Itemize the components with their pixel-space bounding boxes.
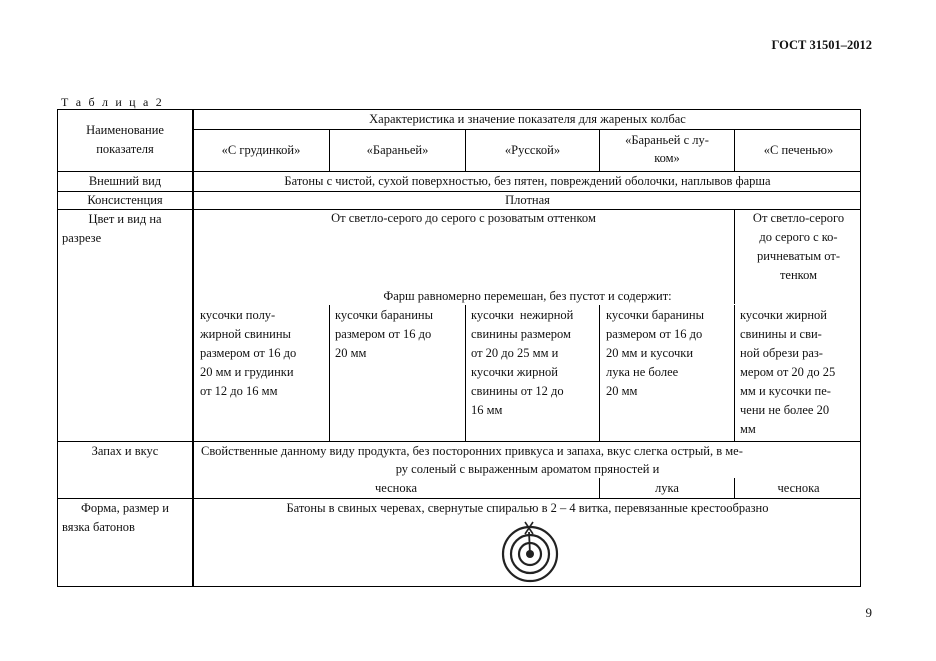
row-color-name-line1: Цвет и вид на [88,212,162,226]
row-smell-line1: Свойственные данному виду продукта, без посторонних привкуса и запаха, вкус слегка острый, в ме- [201,444,743,458]
pieces-col5-line1: кусочки жирной [740,308,827,322]
row-consistency-value: Плотная [505,193,550,207]
pieces-col1-line2: жирной свинины [200,327,291,341]
spiral-tie-illustration [497,520,563,584]
pieces-col5-line5: мм и кусочки пе- [740,384,831,398]
row-form-value: Батоны в свиных черевах, свернутые спиралью в 2 – 4 витка, перевязанные крестообразно [286,501,769,515]
row-color-liver-line2: до серого с ко- [759,230,838,244]
pieces-col3-line5: свинины от 12 до [471,384,564,398]
standard-code: ГОСТ 31501–2012 [771,38,872,52]
line-col3-pieces [599,305,600,441]
row-appearance-value: Батоны с чистой, сухой поверхностью, без пятен, повреждений оболочки, наплывов фарша [284,174,771,188]
pieces-col2-line3: 20 мм [335,346,367,360]
row-consistency-name: Консистенция [87,193,163,207]
row-smell-tail-3: чеснока [777,481,820,495]
pieces-col5-line3: ной обрези раз- [740,346,823,360]
line-col2-pieces [465,305,466,441]
sausage-col3: «Русской» [504,143,561,157]
sausage-col1: «С грудинкой» [221,143,301,157]
table-label: Т а б л и ц а 2 [61,95,164,109]
header-name-line1: Наименование [86,123,164,137]
sausage-col4-line2: ком» [654,151,680,165]
row-color-liver-line3: ричневатым от- [756,249,841,263]
pieces-col3-line1: кусочки нежирной [471,308,574,322]
pieces-col5-line6: чени не более 20 [740,403,830,417]
pieces-col4-line2: размером от 16 до [606,327,703,341]
pieces-col3-line4: кусочки жирной [471,365,558,379]
pieces-col5-line7: мм [740,422,756,436]
pieces-col5-line2: свинины и сви- [740,327,822,341]
pieces-col2-line1: кусочки баранины [335,308,433,322]
line-header-sub [193,129,861,130]
pieces-col5-line4: мером от 20 до 25 [740,365,836,379]
page-number: 9 [865,605,872,620]
pieces-col4-line3: 20 мм и кусочки [606,346,694,360]
row-smell-tail-2: лука [655,481,679,495]
pieces-col1-line1: кусочки полу- [200,308,276,322]
row-color-common: От светло-серого до серого с розоватым оттенком [331,211,596,225]
pieces-col4-line5: 20 мм [606,384,638,398]
pieces-col1-line4: 20 мм и грудинки [200,365,294,379]
pieces-col4-line1: кусочки баранины [606,308,704,322]
row-form-name-line2: вязка батонов [62,520,135,534]
sausage-col2: «Бараньей» [366,143,429,157]
row-appearance-name: Внешний вид [88,174,162,188]
sausage-col5: «С печенью» [763,143,834,157]
row-smell-line2: ру соленый с выраженным ароматом пряностей и [395,462,660,476]
row-color-liver-line4: тенком [779,268,818,282]
row-smell-tail-1: чеснока [374,481,418,495]
row-form-name-line1: Форма, размер и [81,501,169,515]
pieces-col4-line4: лука не более [606,365,679,379]
row-color-liver-line1: От светло-серого [752,211,845,225]
row-color-mince: Фарш равномерно перемешан, без пустот и содержит: [383,289,672,303]
pieces-col1-line3: размером от 16 до [200,346,297,360]
pieces-col3-line2: свинины размером [471,327,571,341]
line-col1-pieces [329,305,330,441]
pieces-col3-line3: от 20 до 25 мм и [471,346,559,360]
sausage-col4-line1: «Бараньей с лу- [625,133,709,147]
row-smell-name: Запах и вкус [91,444,159,458]
pieces-col1-line5: от 12 до 16 мм [200,384,278,398]
line-col4-pieces [734,305,735,441]
row-color-name-line2: разрезе [62,231,102,245]
pieces-col3-line6: 16 мм [471,403,503,417]
pieces-col2-line2: размером от 16 до [335,327,432,341]
header-characteristic: Характеристика и значение показателя для жареных колбас [369,112,686,126]
header-name-line2: показателя [96,142,154,156]
quality-table [57,109,861,587]
